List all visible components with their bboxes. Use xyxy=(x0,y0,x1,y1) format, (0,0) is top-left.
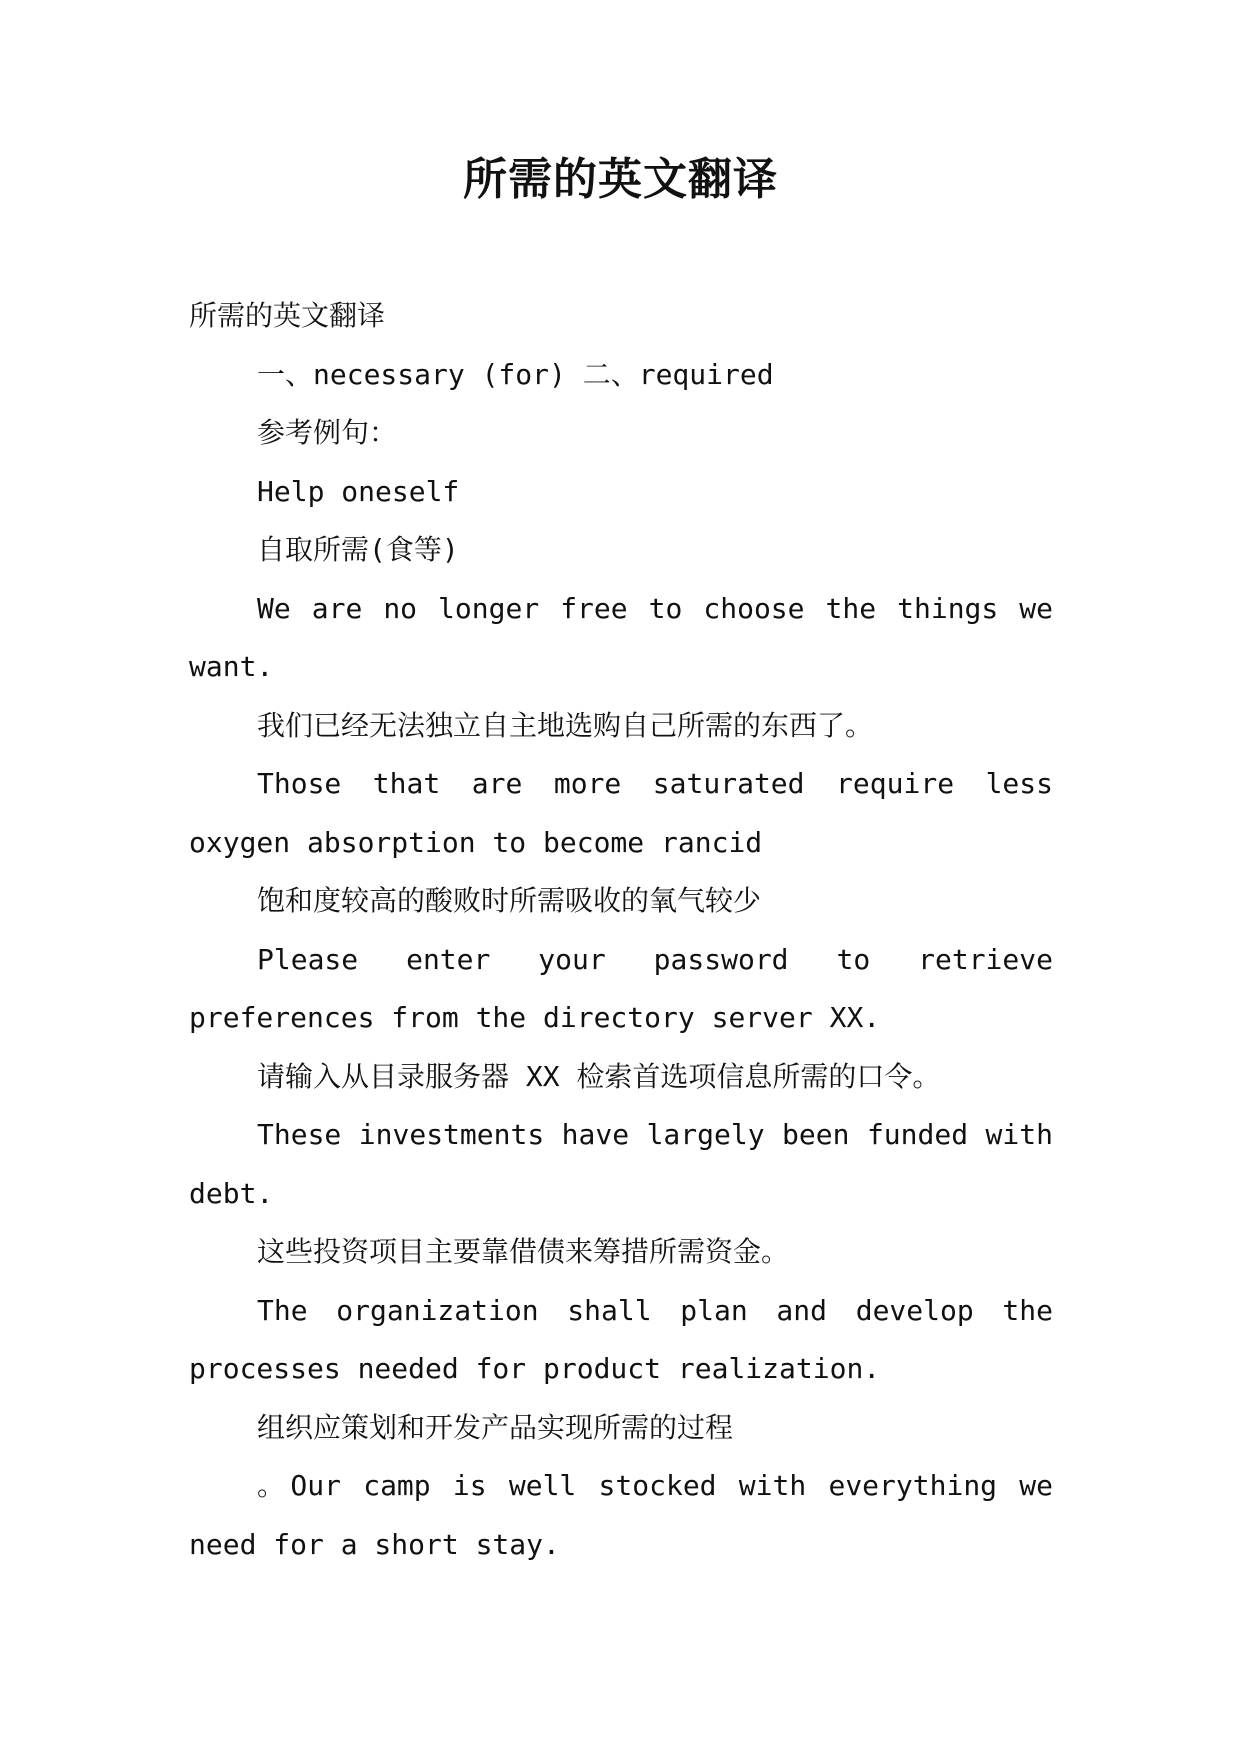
example-en: We are no longer free to choose the things we xyxy=(257,591,1053,625)
example-zh: 这些投资项目主要靠借债来筹措所需资金。 xyxy=(257,1235,790,1268)
example-zh: 组织应策划和开发产品实现所需的过程 xyxy=(257,1410,734,1444)
example-en-continued: need for a short stay. xyxy=(189,1527,560,1561)
example-zh: 我们已经无法独立自主地选购自己所需的东西了。 xyxy=(257,708,874,742)
example-en: Please enter your password to retrieve xyxy=(257,942,1053,976)
example-zh: 自取所需(食等) xyxy=(257,533,459,566)
translation-list: 一、necessary (for) 二、required xyxy=(257,357,774,391)
example-zh: 饱和度较高的酸败时所需吸收的氧气较少 xyxy=(257,884,762,917)
example-zh: 请输入从目录服务器 XX 检索首选项信息所需的口令。 xyxy=(257,1059,941,1093)
example-en-continued: want. xyxy=(189,650,274,683)
example-en: These investments have largely been funded with xyxy=(257,1118,1053,1151)
body-heading: 所需的英文翻译 xyxy=(189,299,386,332)
document-title: 所需的英文翻译 xyxy=(463,154,778,205)
example-label: 参考例句： xyxy=(257,416,398,449)
document-body xyxy=(189,287,1053,1574)
example-en-continued: preferences from the directory server XX. xyxy=(189,1001,881,1034)
example-en: 。Our camp is well stocked with everything we xyxy=(257,1469,1053,1502)
example-en-continued: debt. xyxy=(189,1176,274,1210)
example-en-continued: oxygen absorption to become rancid xyxy=(189,825,763,859)
example-en: Those that are more saturated require less xyxy=(257,767,1053,800)
example-en-continued: processes needed for product realization. xyxy=(189,1352,881,1385)
example-en: The organization shall plan and develop the xyxy=(257,1293,1053,1327)
example-en: Help oneself xyxy=(257,474,460,508)
